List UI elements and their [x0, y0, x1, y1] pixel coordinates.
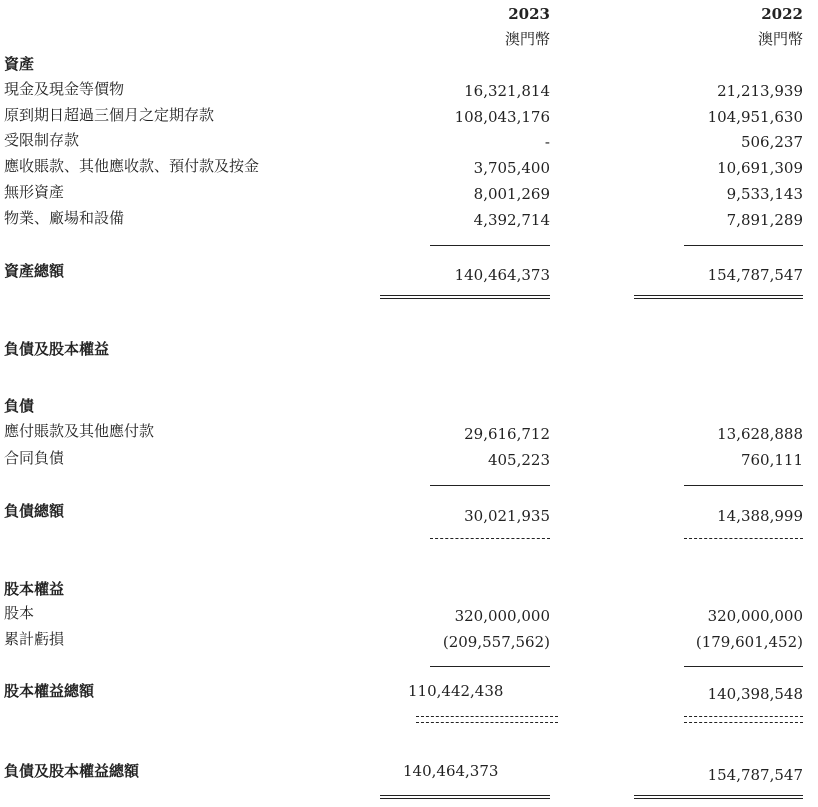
assets-total-label: 資產總額	[4, 262, 65, 280]
equity-row-value-2022: (179,601,452)	[695, 633, 803, 651]
liability-row-label: 應付賬款及其他應付款	[4, 422, 155, 440]
asset-row-label: 原到期日超過三個月之定期存款	[4, 106, 215, 124]
asset-row-value-2022: 21,213,939	[717, 82, 803, 100]
equity-heading: 股本權益	[4, 580, 65, 598]
equity-total-label: 股本權益總額	[4, 682, 95, 700]
assets-heading: 資產	[4, 55, 35, 73]
liabilities-equity-heading: 負債及股本權益	[4, 340, 110, 358]
assets-total-2022: 154,787,547	[707, 266, 803, 284]
liabilities-heading: 負債	[4, 397, 35, 415]
subtotal-rule-2022	[684, 245, 803, 246]
subtotal-rule-2023	[430, 245, 550, 246]
liabilities-total-dashed-rule-2022	[684, 538, 803, 539]
asset-row-value-2022: 7,891,289	[726, 211, 803, 229]
asset-row-value-2022: 104,951,630	[707, 108, 803, 126]
subtotal-rule-2022	[684, 485, 803, 486]
liabilities-total-2023: 30,021,935	[464, 507, 550, 525]
equity-row-value-2023: (209,557,562)	[442, 633, 550, 651]
asset-row-value-2023: 16,321,814	[464, 82, 550, 100]
liability-row-value-2023: 405,223	[487, 451, 550, 469]
grand-total-double-rule-2022	[634, 795, 803, 799]
equity-row-value-2022: 320,000,000	[707, 607, 803, 625]
liability-row-label: 合同負債	[4, 449, 65, 467]
liability-row-value-2022: 760,111	[740, 451, 803, 469]
asset-row-value-2022: 506,237	[740, 133, 803, 151]
asset-row-label: 無形資產	[4, 183, 65, 201]
asset-row-label: 受限制存款	[4, 131, 80, 149]
asset-row-value-2022: 10,691,309	[717, 159, 803, 177]
subtotal-rule-2023	[430, 485, 550, 486]
grand-total-double-rule-2023	[380, 795, 550, 799]
currency-2022-header: 澳門幣	[757, 30, 803, 48]
asset-row-value-2022: 9,533,143	[726, 185, 803, 203]
asset-row-value-2023: 4,392,714	[473, 211, 550, 229]
grand-total-label: 負債及股本權益總額	[4, 762, 140, 780]
equity-total-2022: 140,398,548	[707, 685, 803, 703]
year-2022-header: 2022	[761, 5, 803, 23]
equity-total-dashed-rule-2023-lower	[416, 722, 558, 723]
assets-total-double-rule-2022	[634, 295, 803, 299]
asset-row-value-2023: 3,705,400	[473, 159, 550, 177]
asset-row-label: 應收賬款、其他應收款、預付款及按金	[4, 157, 260, 175]
subtotal-rule-2023	[430, 666, 550, 667]
equity-total-dashed-rule-2023	[416, 716, 558, 717]
liability-row-value-2022: 13,628,888	[717, 425, 803, 443]
equity-total-dashed-rule-2022-lower	[684, 722, 803, 723]
equity-total-2023: 110,442,438	[408, 682, 504, 700]
liabilities-total-dashed-rule-2023	[430, 538, 550, 539]
liabilities-total-label: 負債總額	[4, 502, 65, 520]
asset-row-value-2023: -	[544, 133, 550, 151]
asset-row-value-2023: 8,001,269	[473, 185, 550, 203]
equity-row-label: 累計虧損	[4, 630, 65, 648]
liabilities-total-2022: 14,388,999	[717, 507, 803, 525]
assets-total-double-rule-2023	[380, 295, 550, 299]
assets-total-2023: 140,464,373	[454, 266, 550, 284]
equity-row-label: 股本	[4, 604, 35, 622]
grand-total-2022: 154,787,547	[707, 766, 803, 784]
asset-row-value-2023: 108,043,176	[454, 108, 550, 126]
equity-row-value-2023: 320,000,000	[454, 607, 550, 625]
subtotal-rule-2022	[684, 666, 803, 667]
asset-row-label: 現金及現金等價物	[4, 80, 125, 98]
year-2023-header: 2023	[508, 5, 550, 23]
equity-total-dashed-rule-2022	[684, 716, 803, 717]
currency-2023-header: 澳門幣	[504, 30, 550, 48]
grand-total-2023: 140,464,373	[403, 762, 499, 780]
asset-row-label: 物業、廠場和設備	[4, 209, 125, 227]
liability-row-value-2023: 29,616,712	[464, 425, 550, 443]
